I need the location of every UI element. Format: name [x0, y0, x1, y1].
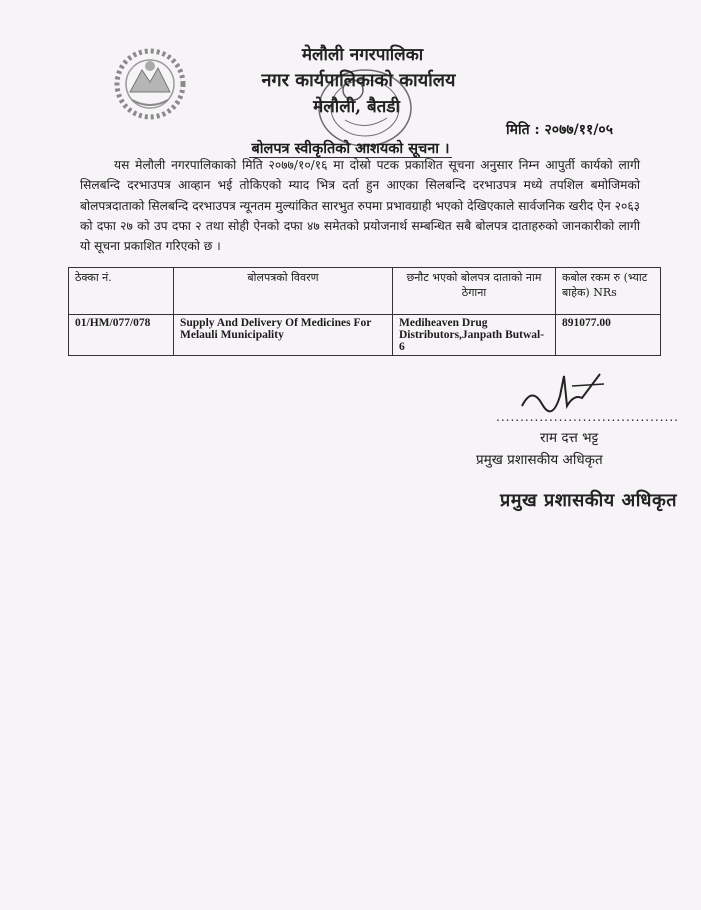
header-contract-no: ठेक्का नं. [69, 268, 174, 315]
cell-contract-no: 01/HM/077/078 [69, 315, 174, 356]
notice-date: मिति : २०७७/११/०५ [506, 122, 613, 138]
office-location: मेलौली, बैतडी [313, 97, 400, 117]
notice-body: यस मेलौली नगरपालिकाको मिति २०७७/१०/१६ मा दोस्रो पटक प्रकाशित सूचना अनुसार निम्न आपुर्ती कार्यको लागी सिलबन्दि दरभाउपत्र आव्हान भई तोकिएको म्याद भित्र दर्ता हुन आएका सिलबन्दि दरभाउपत्र मध्ये तपशिल बमोजिमको बोलपत्रदाताको सिलबन्दि दरभाउपत्र न्यूनतम मुल्यांकित सारभुत रुपमा प्रभावग्राही भएको देखिएकाले सार्वजनिक खरीद ऐन २०६३ को दफा २७ को उप दफा २ तथा सोही ऐनको दफा ४७ समेतको प्रयोजनार्थ सम्बन्धित सबै बोलपत्र दाताहरुको जानकारीको लागी यो सूचना प्रकाशित गरिएको छ । [80, 158, 640, 254]
notice-title-text: बोलपत्र स्वीकृतिको आशयको सूचना । [251, 140, 450, 157]
cell-bid-amount: 891077.00 [556, 315, 661, 356]
cell-bid-description: Supply And Delivery Of Medicines For Melauli Municipality [174, 315, 393, 356]
handwritten-signature-icon [512, 366, 612, 416]
table-header-row [69, 268, 661, 315]
signatory-name: राम दत्त भट्ट [540, 430, 599, 446]
office-name: नगर कार्यपालिकाको कार्यालय [261, 70, 456, 91]
designation-stamp: प्रमुख प्रशासकीय अधिकृत [500, 490, 678, 511]
cell-bidder-name: Mediheaven Drug Distributors,Janpath Butwal-6 [393, 315, 556, 356]
signature-line: ...................................... [496, 410, 679, 424]
municipality-name: मेलौली नगरपालिका [301, 45, 424, 65]
award-table [68, 267, 661, 356]
header-bid-amount: कबोल रकम रु (भ्याट बाहेक) NRs [556, 268, 661, 315]
signatory-title: प्रमुख प्रशासकीय अधिकृत [476, 452, 603, 468]
header-bid-description: बोलपत्रको विवरण [174, 268, 393, 315]
table-row [69, 315, 661, 356]
header-bidder-name: छनौट भएको बोलपत्र दाताको नाम ठेगाना [393, 268, 556, 315]
